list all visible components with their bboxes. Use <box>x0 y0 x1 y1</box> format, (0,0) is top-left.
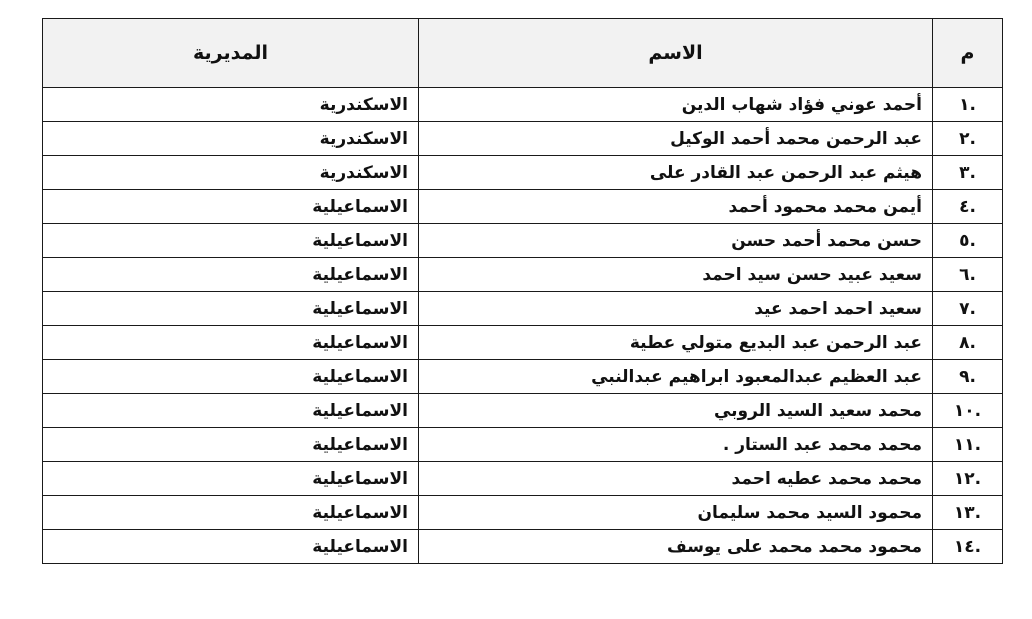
row-directorate: الاسماعيلية <box>43 292 419 326</box>
table-row <box>43 224 1003 258</box>
row-number: .١٢ <box>933 462 1003 496</box>
table-row <box>43 394 1003 428</box>
table-row <box>43 326 1003 360</box>
row-name: محمود السيد محمد سليمان <box>419 496 933 530</box>
row-number: .٥ <box>933 224 1003 258</box>
row-directorate: الاسماعيلية <box>43 394 419 428</box>
table-row <box>43 88 1003 122</box>
row-directorate: الاسكندرية <box>43 122 419 156</box>
row-number: .٧ <box>933 292 1003 326</box>
row-directorate: الاسماعيلية <box>43 530 419 564</box>
row-directorate: الاسماعيلية <box>43 462 419 496</box>
row-name: أحمد عوني فؤاد شهاب الدين <box>419 88 933 122</box>
table-row <box>43 496 1003 530</box>
table-row <box>43 462 1003 496</box>
row-name: حسن محمد أحمد حسن <box>419 224 933 258</box>
row-number: .٤ <box>933 190 1003 224</box>
table-row <box>43 360 1003 394</box>
row-directorate: الاسماعيلية <box>43 190 419 224</box>
header-number: م <box>933 19 1003 88</box>
row-directorate: الاسماعيلية <box>43 428 419 462</box>
row-number: .١١ <box>933 428 1003 462</box>
row-name: عبد الرحمن محمد أحمد الوكيل <box>419 122 933 156</box>
row-number: .٢ <box>933 122 1003 156</box>
row-number: .٨ <box>933 326 1003 360</box>
table-row <box>43 530 1003 564</box>
row-number: .١٤ <box>933 530 1003 564</box>
row-name: عبد الرحمن عبد البديع متولي عطية <box>419 326 933 360</box>
row-number: .٩ <box>933 360 1003 394</box>
row-directorate: الاسماعيلية <box>43 224 419 258</box>
row-number: .١ <box>933 88 1003 122</box>
row-directorate: الاسكندرية <box>43 156 419 190</box>
row-name: محمد محمد عطيه احمد <box>419 462 933 496</box>
row-name: محمود محمد محمد على يوسف <box>419 530 933 564</box>
row-name: سعيد احمد احمد عيد <box>419 292 933 326</box>
row-name: هيثم عبد الرحمن عبد القادر على <box>419 156 933 190</box>
table-row <box>43 122 1003 156</box>
row-number: .٦ <box>933 258 1003 292</box>
row-directorate: الاسماعيلية <box>43 360 419 394</box>
row-number: .١٠ <box>933 394 1003 428</box>
row-directorate: الاسماعيلية <box>43 496 419 530</box>
row-directorate: الاسماعيلية <box>43 326 419 360</box>
table-row <box>43 156 1003 190</box>
row-name: محمد سعيد السيد الروبي <box>419 394 933 428</box>
row-number: .١٣ <box>933 496 1003 530</box>
table-body <box>43 88 1003 564</box>
row-name: محمد محمد عبد الستار . <box>419 428 933 462</box>
roster-table <box>42 18 1003 564</box>
row-directorate: الاسكندرية <box>43 88 419 122</box>
table-row <box>43 292 1003 326</box>
row-name: أيمن محمد محمود أحمد <box>419 190 933 224</box>
row-directorate: الاسماعيلية <box>43 258 419 292</box>
header-name: الاسم <box>419 19 933 88</box>
row-number: .٣ <box>933 156 1003 190</box>
header-row <box>43 19 1003 88</box>
document-sheet <box>42 18 1002 583</box>
row-name: سعيد عبيد حسن سيد احمد <box>419 258 933 292</box>
header-directorate: المديرية <box>43 19 419 88</box>
table-row <box>43 428 1003 462</box>
row-name: عبد العظيم عبدالمعبود ابراهيم عبدالنبي <box>419 360 933 394</box>
table-row <box>43 258 1003 292</box>
table-header <box>43 19 1003 88</box>
table-row <box>43 190 1003 224</box>
